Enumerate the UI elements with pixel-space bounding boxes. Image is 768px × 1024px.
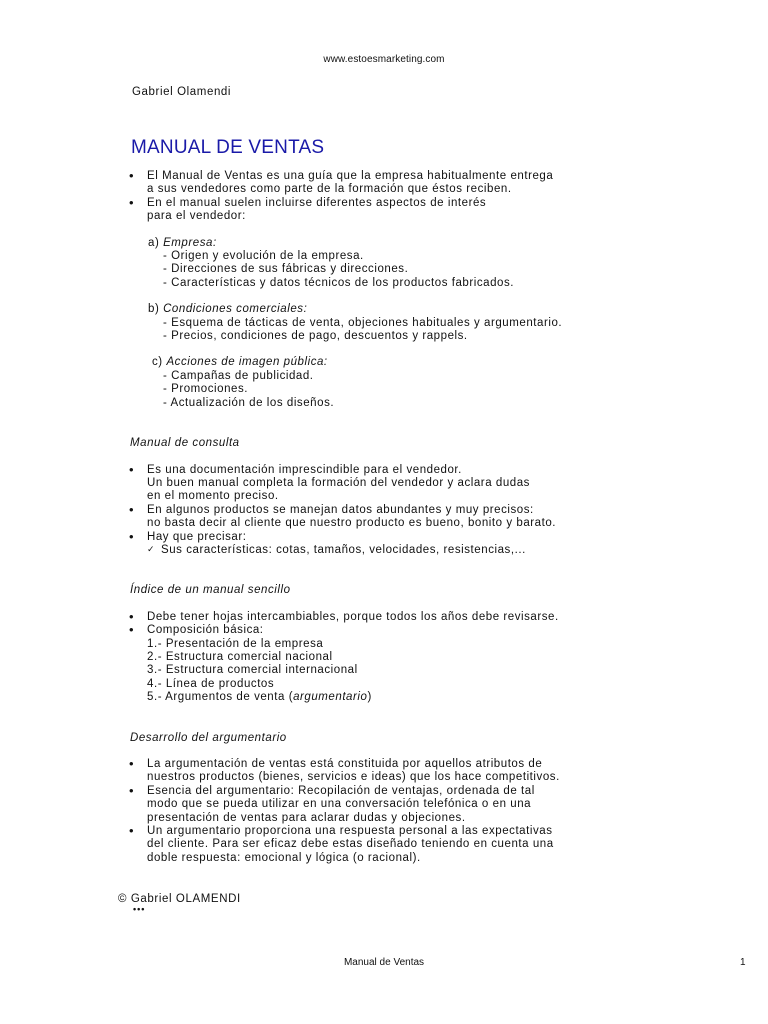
decorative-dots: •••: [133, 904, 146, 914]
argumentario-heading: Desarrollo del argumentario: [130, 731, 287, 744]
section-a-prefix: a): [148, 236, 160, 249]
consulta-bullet-1: • Es una documentación imprescindible para el vendedor.: [130, 464, 730, 477]
section-a-heading: [130, 237, 730, 250]
consulta-bullet-2: • En algunos productos se manejan datos abundantes y muy precisos:: [130, 504, 730, 517]
copyright: © Gabriel OLAMENDI: [118, 893, 241, 905]
argumentario-bullet-1: • La argumentación de ventas está constituida por aquellos atributos de: [130, 758, 730, 771]
page-title: MANUAL DE VENTAS: [131, 137, 325, 158]
argumentario-line-8: doble respuesta: emocional y lógica (o racional).: [147, 851, 421, 864]
author-name: Gabriel Olamendi: [132, 86, 232, 98]
section-c-prefix: c): [152, 356, 163, 369]
list-item: - Actualización de los diseños.: [163, 396, 335, 409]
footer-doc-title: Manual de Ventas: [343, 957, 425, 968]
argumentario-line-7: del cliente. Para ser eficaz debe estas diseñado teniendo en cuenta una: [147, 838, 554, 851]
consulta-line-3: en el momento preciso.: [147, 490, 279, 503]
argumentario-line-4: modo que se pueda utilizar en una conversación telefónica o en una: [147, 798, 532, 811]
header-url: www.estoesmarketing.com: [323, 54, 445, 65]
list-item-5: [130, 691, 730, 704]
intro-bullet-2-cont: para el vendedor:: [147, 210, 246, 223]
list-item: - Origen y evolución de la empresa.: [163, 250, 364, 263]
list-item: - Esquema de tácticas de venta, objeciones habituales y argumentario.: [163, 316, 563, 329]
consulta-bullet-3: • Hay que precisar:: [130, 531, 730, 544]
indice-bullet-1: • Debe tener hojas intercambiables, porque todos los años debe revisarse.: [130, 611, 730, 624]
intro-bullet-1-cont: a sus vendedores como parte de la formación que éstos reciben.: [147, 183, 512, 196]
consulta-line-2: Un buen manual completa la formación del vendedor y aclara dudas: [147, 476, 530, 489]
consulta-check-text: Sus características: cotas, tamaños, velocidades, resistencias,...: [161, 543, 526, 556]
list-item: - Promociones.: [163, 383, 249, 396]
consulta-heading: Manual de consulta: [130, 437, 240, 450]
list-item: - Características y datos técnicos de los productos fabricados.: [163, 276, 515, 289]
list-item: 2.- Estructura comercial nacional: [147, 650, 333, 663]
section-c-title: Acciones de imagen pública:: [166, 356, 328, 369]
list-item: - Precios, condiciones de pago, descuentos y rappels.: [163, 330, 468, 343]
consulta-line-5: no basta decir al cliente que nuestro producto es bueno, bonito y barato.: [147, 517, 557, 530]
argumentario-line-2: nuestros productos (bienes, servicios e ideas) que los hace competitivos.: [147, 771, 560, 784]
page-number: 1: [740, 957, 746, 968]
argumentario-line-5: presentación de ventas para aclarar dudas y objeciones.: [147, 811, 466, 824]
item5-post: ): [367, 691, 372, 704]
indice-bullet-2: • Composición básica:: [130, 624, 730, 637]
indice-heading: Índice de un manual sencillo: [130, 584, 291, 597]
argumentario-bullet-3: • Un argumentario proporciona una respuesta personal a las expectativas: [130, 825, 730, 838]
list-item: 3.- Estructura comercial internacional: [147, 664, 358, 677]
list-item: 1.- Presentación de la empresa: [147, 637, 324, 650]
consulta-check-item: [130, 544, 730, 557]
intro-bullet-1: • El Manual de Ventas es una guía que la empresa habitualmente entrega: [130, 170, 730, 183]
section-b-prefix: b): [148, 303, 160, 316]
item5-italic: argumentario: [293, 691, 368, 704]
section-b-title: Condiciones comerciales:: [163, 303, 308, 316]
list-item: 4.- Línea de productos: [147, 677, 275, 690]
section-b-heading: [130, 303, 730, 316]
document-body: [130, 170, 730, 865]
section-a-title: Empresa:: [163, 236, 217, 249]
argumentario-bullet-2: • Esencia del argumentario: Recopilación de ventajas, ordenada de tal: [130, 785, 730, 798]
intro-bullet-2: • En el manual suelen incluirse diferentes aspectos de interés: [130, 197, 730, 210]
list-item: - Campañas de publicidad.: [163, 369, 314, 382]
list-item: - Direcciones de sus fábricas y direcciones.: [163, 263, 409, 276]
item5-pre: 5.- Argumentos de venta (: [147, 691, 294, 704]
section-c-heading: [130, 356, 730, 369]
